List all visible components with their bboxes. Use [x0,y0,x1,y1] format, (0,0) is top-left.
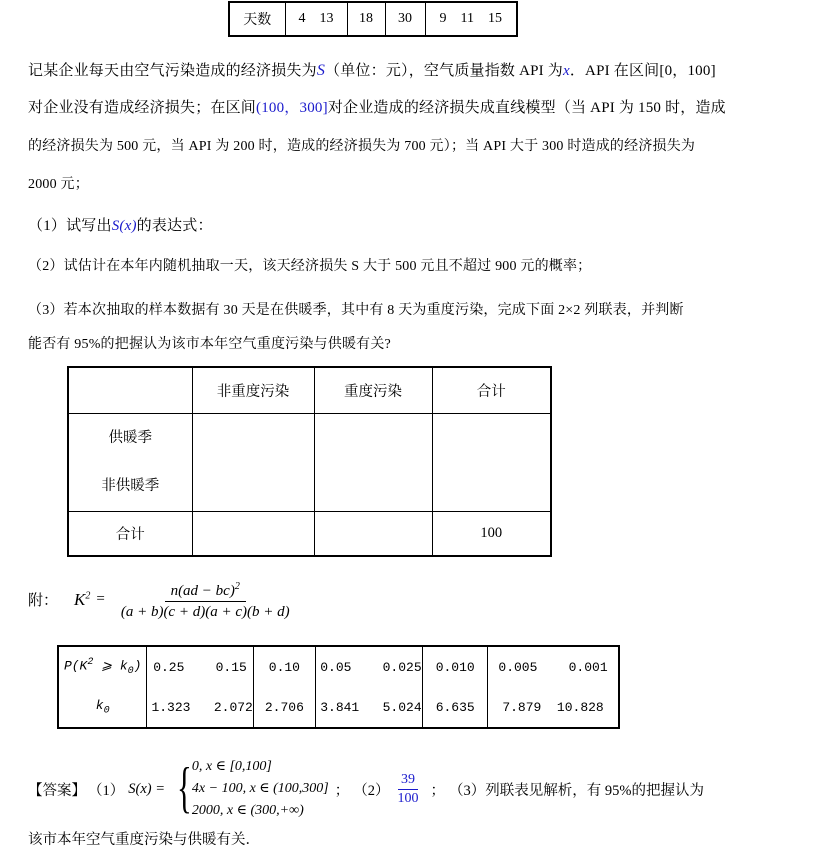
critical-table-cell: 0.10 [253,646,316,687]
contingency-total-value: 100 [432,511,551,556]
critical-table-row-label-probability: $P(K^2$ ⩾ $k_0$) [58,646,147,687]
question-2: （2）试估计在本年内随机抽取一天，该天经济损失 S 大于 500 元且不超过 900 元的概率； [28,259,592,274]
question-3-line-1: （3）若本次抽取的样本数据有 30 天是在供暖季，其中有 8 天为重度污染，完成下面 2×2 列联表，并判断 [28,303,684,318]
days-table-cell: 18 [347,2,385,36]
days-table-cell: 9 11 15 [425,2,517,36]
formula-equals: = [96,591,105,607]
critical-table-cell: 0.010 [423,646,488,687]
question-3-line-2: 能否有 95%的把握认为该市本年空气重度污染与供暖有关? [28,337,391,352]
table-row [58,646,619,687]
days-table-label: 天数 [229,2,285,36]
answer-case-2: 4x − 100, x ∈ (100,300] [191,781,329,796]
formula-prefix: 附： [28,593,59,609]
stem-line-4: 2000 元； [28,177,89,192]
answer-tag: 【答案】 [28,782,86,799]
contingency-label-total: 合计 [68,511,192,556]
answer-part-2-label: （2） [353,782,390,799]
table-row [68,511,551,556]
contingency-header-heavy: 重度污染 [314,367,432,413]
stem-interval: (100，300] [256,100,328,116]
contingency-label-heating-season: 供暖季 [108,429,152,446]
critical-table-cell: 0.005 0.001 [488,646,619,687]
table-header-row [68,367,551,413]
question-1-function: S(x) [111,218,137,234]
stem-line-1-part-a: 记某企业每天由空气污染造成的经济损失为 [28,63,317,79]
answer-function-lhs: S(x) = [128,780,166,797]
answer-separator-1: ； [334,782,350,799]
stem-symbol-s: S [316,62,326,79]
k-squared-formula [28,578,300,621]
critical-table-row-label-k0: $k_0$ [58,687,147,728]
question-1-prefix: （1）试写出 [28,218,112,234]
critical-table-cell: 3.841 5.024 [316,687,423,728]
contingency-cell-empty [192,413,314,511]
stem-line-2 [28,98,726,119]
question-1-suffix: 的表达式： [136,218,213,234]
question-1 [28,216,213,237]
stem-line-2-part-a: 对企业没有造成经济损失；在区间 [28,100,257,116]
stem-line-1 [28,60,716,82]
answer-part-3: （3）列联表见解析，有 95%的把握认为 [449,782,704,799]
days-table-cell: 4 13 [285,2,347,36]
answer-case-3: 2000, x ∈ (300,+∞) [191,803,304,818]
contingency-label-non-heating-season: 非供暖季 [101,478,160,495]
formula-numerator: n(ad − bc)$^2$ [165,578,246,602]
stem-line-1-part-b: （单位：元），空气质量指数 API 为 [325,63,563,79]
critical-table-cell: 0.05 0.025 [316,646,423,687]
contingency-header-total: 合计 [432,367,551,413]
answer-case-1: 0, x ∈ [0,100] [191,759,272,774]
answer-probability-fraction [395,772,422,807]
formula-denominator: (a + b)(c + d)(a + c)(b + d) [120,604,290,620]
answer-block [28,756,704,822]
table-row [58,687,619,728]
critical-table-cell: 0.25 0.15 [147,646,253,687]
contingency-header-non-heavy: 非重度污染 [192,367,314,413]
days-table-cell: 30 [385,2,425,36]
stem-line-1-part-c: ．API 在区间[0，100] [569,63,716,79]
table-row [68,413,551,511]
days-table [228,1,518,37]
contingency-table [67,366,552,557]
stem-line-3: 的经济损失为 500 元，当 API 为 200 时，造成的经济损失为 700 元）；当 API 大于 300 时造成的经济损失为 [28,139,696,154]
critical-table-cell: 2.706 [253,687,316,728]
answer-part-1-label: （1） [88,782,125,799]
critical-table-cell: 7.879 10.828 [488,687,619,728]
fraction-numerator: 39 [398,772,418,790]
critical-table-cell: 1.323 2.072 [147,687,253,728]
answer-separator-2: ； [430,782,446,799]
contingency-season-labels [68,413,192,511]
stem-line-2-part-b: 对企业造成的经济损失成直线模型（当 API 为 150 时，造成 [327,100,726,116]
contingency-cell-empty [314,511,432,556]
formula-lhs: $K^2$ [74,589,91,609]
contingency-header-blank [68,367,192,413]
formula-fraction [115,578,296,621]
stem-symbol-x: x [563,63,570,79]
contingency-cell-empty [192,511,314,556]
answer-last-line: 该市本年空气重度污染与供暖有关． [28,832,260,848]
contingency-cell-empty [432,413,551,511]
answer-piecewise [171,756,329,822]
critical-values-table [57,645,620,729]
fraction-denominator: 100 [397,790,419,806]
contingency-cell-empty [314,413,432,511]
critical-table-cell: 6.635 [423,687,488,728]
brace-glyph: { [177,757,192,820]
table-row [229,2,517,36]
